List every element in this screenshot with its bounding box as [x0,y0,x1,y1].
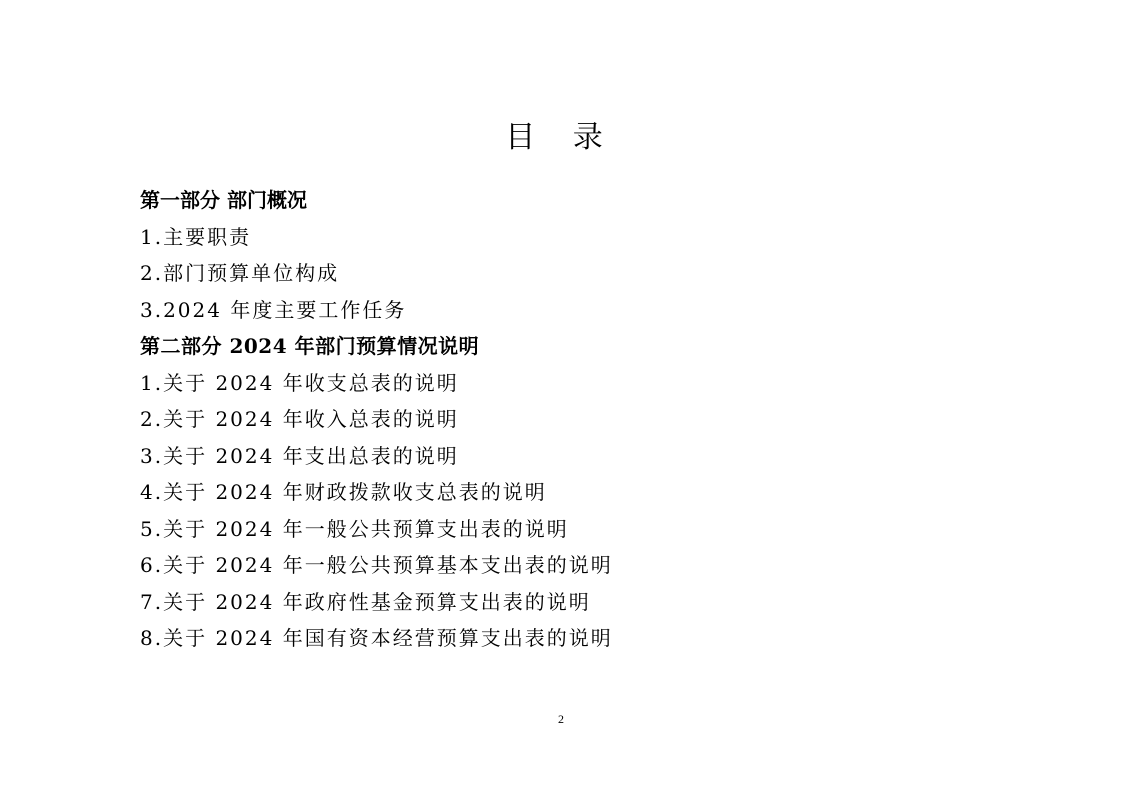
toc-item: 2.部门预算单位构成 [140,261,340,285]
toc-item: 1.关于 2024 年收支总表的说明 [140,370,459,395]
page-title: 目 录 [505,120,617,155]
table-of-contents [140,182,940,657]
toc-item: 6.关于 2024 年一般公共预算基本支出表的说明 [140,553,613,577]
toc-item: 5.关于 2024 年一般公共预算支出表的说明 [140,516,569,541]
toc-item: 7.关于 2024 年政府性基金预算支出表的说明 [140,589,591,614]
toc-item: 3.关于 2024 年支出总表的说明 [140,443,459,468]
page-number: 2 [558,712,564,726]
toc-item: 8.关于 2024 年国有资本经营预算支出表的说明 [140,626,613,650]
toc-item: 4.关于 2024 年财政拨款收支总表的说明 [140,480,547,504]
toc-section-heading: 第二部分 2024 年部门预算情况说明 [140,334,480,358]
toc-item: 2.关于 2024 年收入总表的说明 [140,407,459,431]
toc-item: 1.主要职责 [140,224,252,249]
toc-item: 3.2024 年度主要工作任务 [140,297,407,322]
toc-section-heading: 第一部分 部门概况 [140,188,307,212]
